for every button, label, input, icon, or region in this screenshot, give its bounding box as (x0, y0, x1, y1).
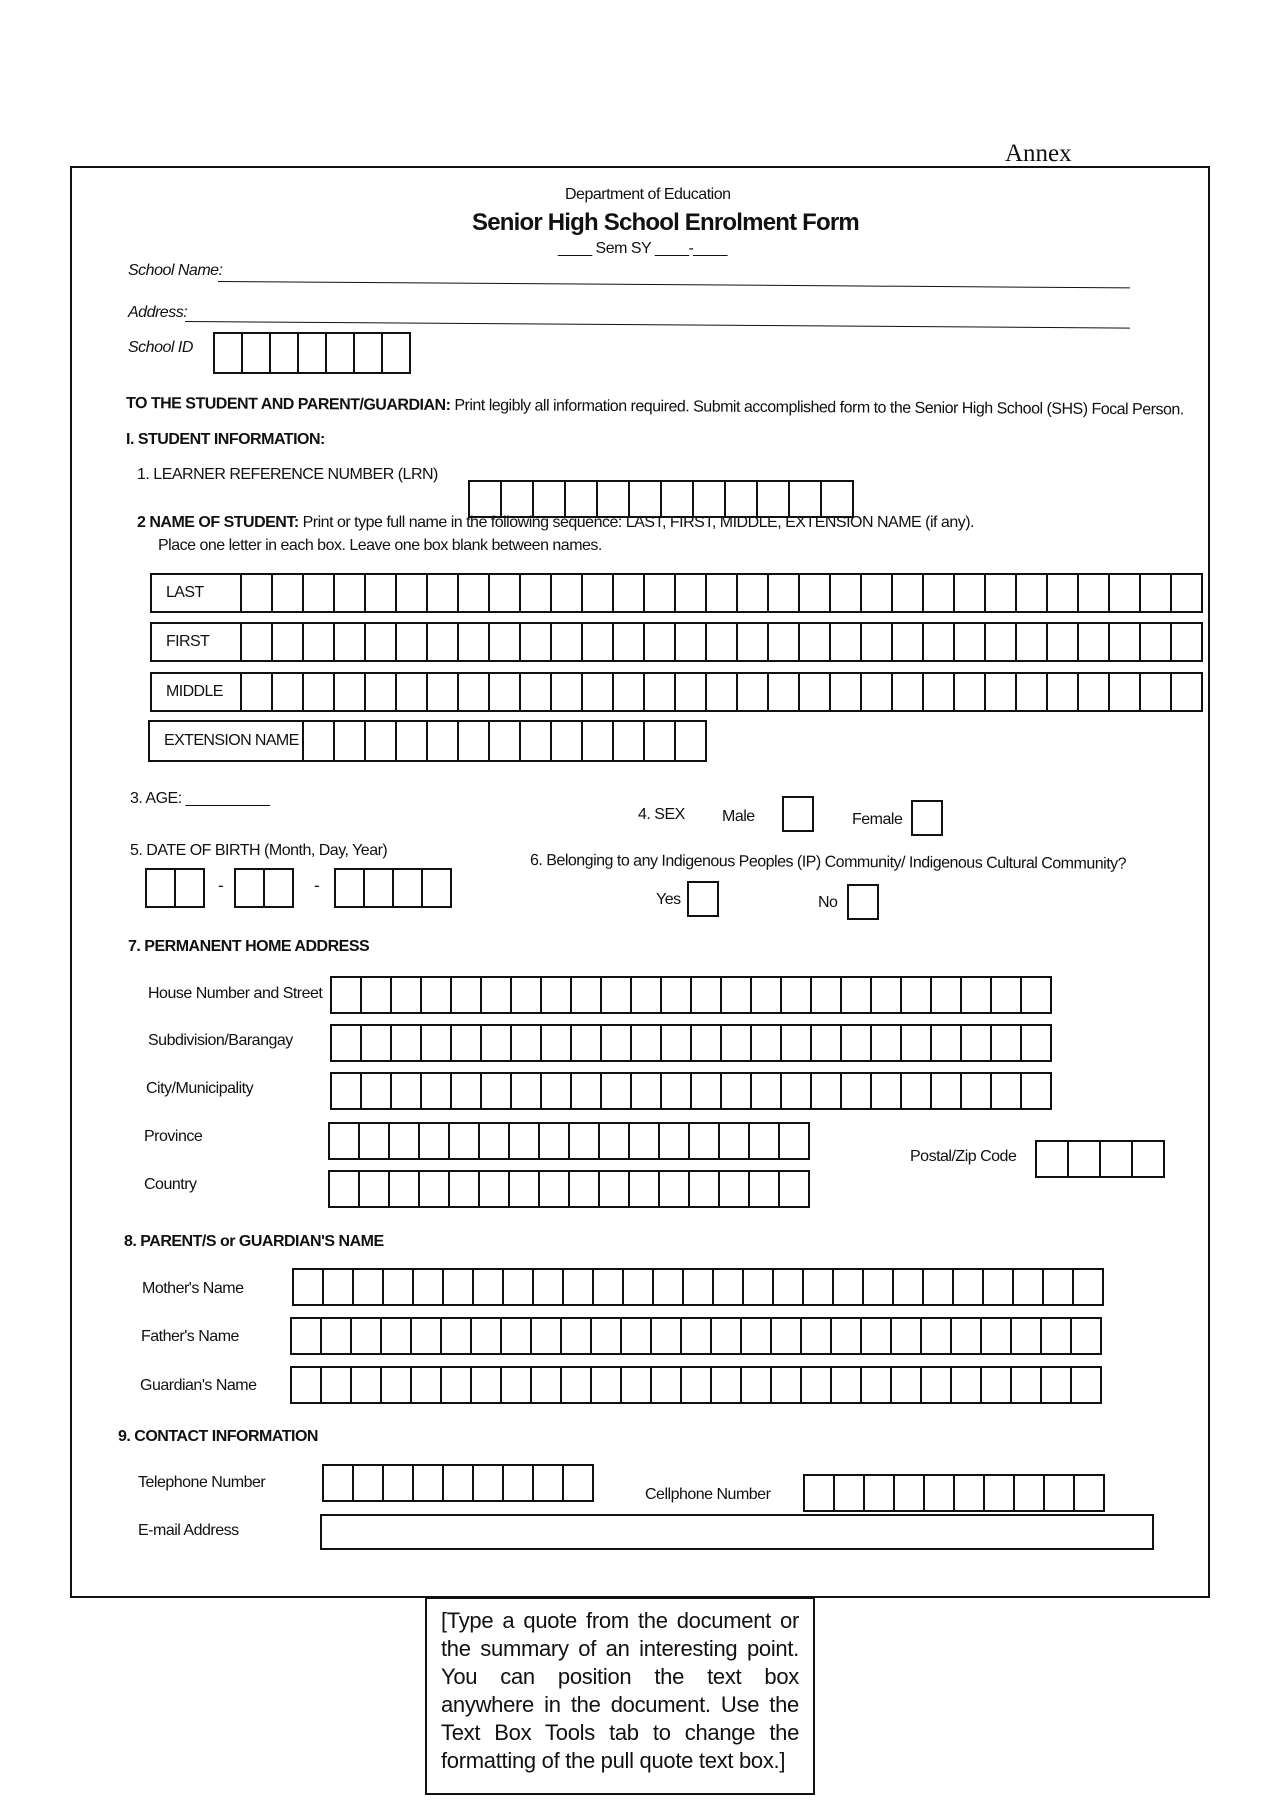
last-name-label: LAST (150, 573, 242, 613)
telephone-boxes[interactable] (322, 1464, 592, 1502)
middle-name-boxes[interactable] (240, 672, 1201, 712)
dob (130, 842, 387, 860)
country-label: Country (144, 1176, 197, 1193)
dob-hint: (Month, Day, Year) (264, 842, 388, 859)
name-instruction-2: Place one letter in each box. Leave one box blank between names. (158, 537, 602, 554)
address-label: Address: (128, 304, 188, 321)
section-student-information: I. STUDENT INFORMATION: (126, 431, 325, 448)
dob-year-boxes[interactable] (334, 868, 450, 908)
sex-male-label: Male (722, 808, 755, 825)
ip-yes-checkbox[interactable] (687, 881, 719, 917)
pull-quote-textbox[interactable]: [Type a quote from the document or the summary of an interesting point. You can position the text box anywhere in the document. Use the Text Box Tools tab to change the formatting of the pull quote text box.] (425, 1597, 815, 1795)
last-name-boxes[interactable] (240, 573, 1201, 613)
dob-separator-1: - (218, 876, 224, 895)
first-name-label: FIRST (150, 622, 242, 662)
sex-female-checkbox[interactable] (911, 800, 943, 836)
school-id-label: School ID (128, 339, 193, 356)
first-name-boxes[interactable] (240, 622, 1201, 662)
guardian-boxes[interactable] (290, 1366, 1100, 1404)
annex-label: Annex (1005, 140, 1072, 167)
sem-sy-label: ____ Sem SY ____-____ (558, 240, 727, 257)
sex-female-label: Female (852, 811, 903, 828)
country-boxes[interactable] (328, 1170, 808, 1208)
ip-yes-label: Yes (656, 891, 681, 908)
mother-label: Mother's Name (142, 1280, 244, 1297)
cellphone-label: Cellphone Number (645, 1486, 771, 1503)
email-label: E-mail Address (138, 1522, 239, 1539)
lrn-boxes[interactable] (468, 480, 852, 518)
department-label: Department of Education (565, 186, 731, 203)
extension-name-label: EXTENSION NAME (148, 720, 304, 762)
extension-name-boxes[interactable] (302, 720, 705, 762)
sex-label: 4. SEX (638, 806, 685, 823)
house-street-label: House Number and Street (148, 985, 323, 1002)
age (130, 790, 270, 808)
subdivision-label: Subdivision/Barangay (148, 1032, 293, 1049)
dob-separator-2: - (314, 876, 320, 895)
zip-boxes[interactable] (1035, 1140, 1163, 1178)
name-of-student (137, 514, 974, 532)
lrn-label: 1. LEARNER REFERENCE NUMBER (LRN) (137, 466, 438, 483)
cellphone-boxes[interactable] (803, 1474, 1103, 1512)
father-boxes[interactable] (290, 1317, 1100, 1355)
email-field[interactable] (320, 1514, 1154, 1550)
subdivision-boxes[interactable] (330, 1024, 1050, 1062)
name-instruction: Print or type full name in the following sequence: LAST, FIRST, MIDDLE, EXTENSION NAME (if any). (302, 514, 974, 531)
zip-label: Postal/Zip Code (910, 1148, 1017, 1165)
school-name-label: School Name: (128, 262, 223, 279)
mother-boxes[interactable] (292, 1268, 1102, 1306)
city-boxes[interactable] (330, 1072, 1050, 1110)
section-parents: 8. PARENT/S or GUARDIAN'S NAME (124, 1233, 384, 1250)
province-label: Province (144, 1128, 203, 1145)
instructions-lead: TO THE STUDENT AND PARENT/GUARDIAN: (125, 395, 451, 414)
middle-name-label: MIDDLE (150, 672, 242, 712)
section-contact: 9. CONTACT INFORMATION (118, 1428, 318, 1445)
province-boxes[interactable] (328, 1122, 808, 1160)
school-id-boxes[interactable] (213, 332, 409, 374)
age-label: 3. AGE: (130, 790, 182, 807)
dob-label: 5. DATE OF BIRTH (130, 842, 261, 859)
telephone-label: Telephone Number (138, 1474, 266, 1491)
ip-no-checkbox[interactable] (847, 884, 879, 920)
father-label: Father's Name (141, 1328, 239, 1345)
city-label: City/Municipality (146, 1080, 254, 1097)
ip-label: 6. Belonging to any Indigenous Peoples (IP) Community/ Indigenous Cultural Community? (529, 852, 1127, 873)
name-of-student-label: 2 NAME OF STUDENT: (137, 514, 299, 531)
sex-male-checkbox[interactable] (782, 796, 814, 832)
form-title: Senior High School Enrolment Form (472, 209, 859, 236)
dob-day-boxes[interactable] (234, 868, 292, 908)
dob-month-boxes[interactable] (145, 868, 203, 908)
house-street-boxes[interactable] (330, 976, 1050, 1014)
age-field[interactable]: __________ (185, 790, 270, 807)
section-home-address: 7. PERMANENT HOME ADDRESS (128, 938, 370, 955)
instructions-text: Print legibly all information required. Submit accomplished form to the Senior High School (SHS) Focal Person. (454, 397, 1184, 419)
ip-no-label: No (818, 894, 838, 911)
guardian-label: Guardian's Name (140, 1377, 257, 1394)
